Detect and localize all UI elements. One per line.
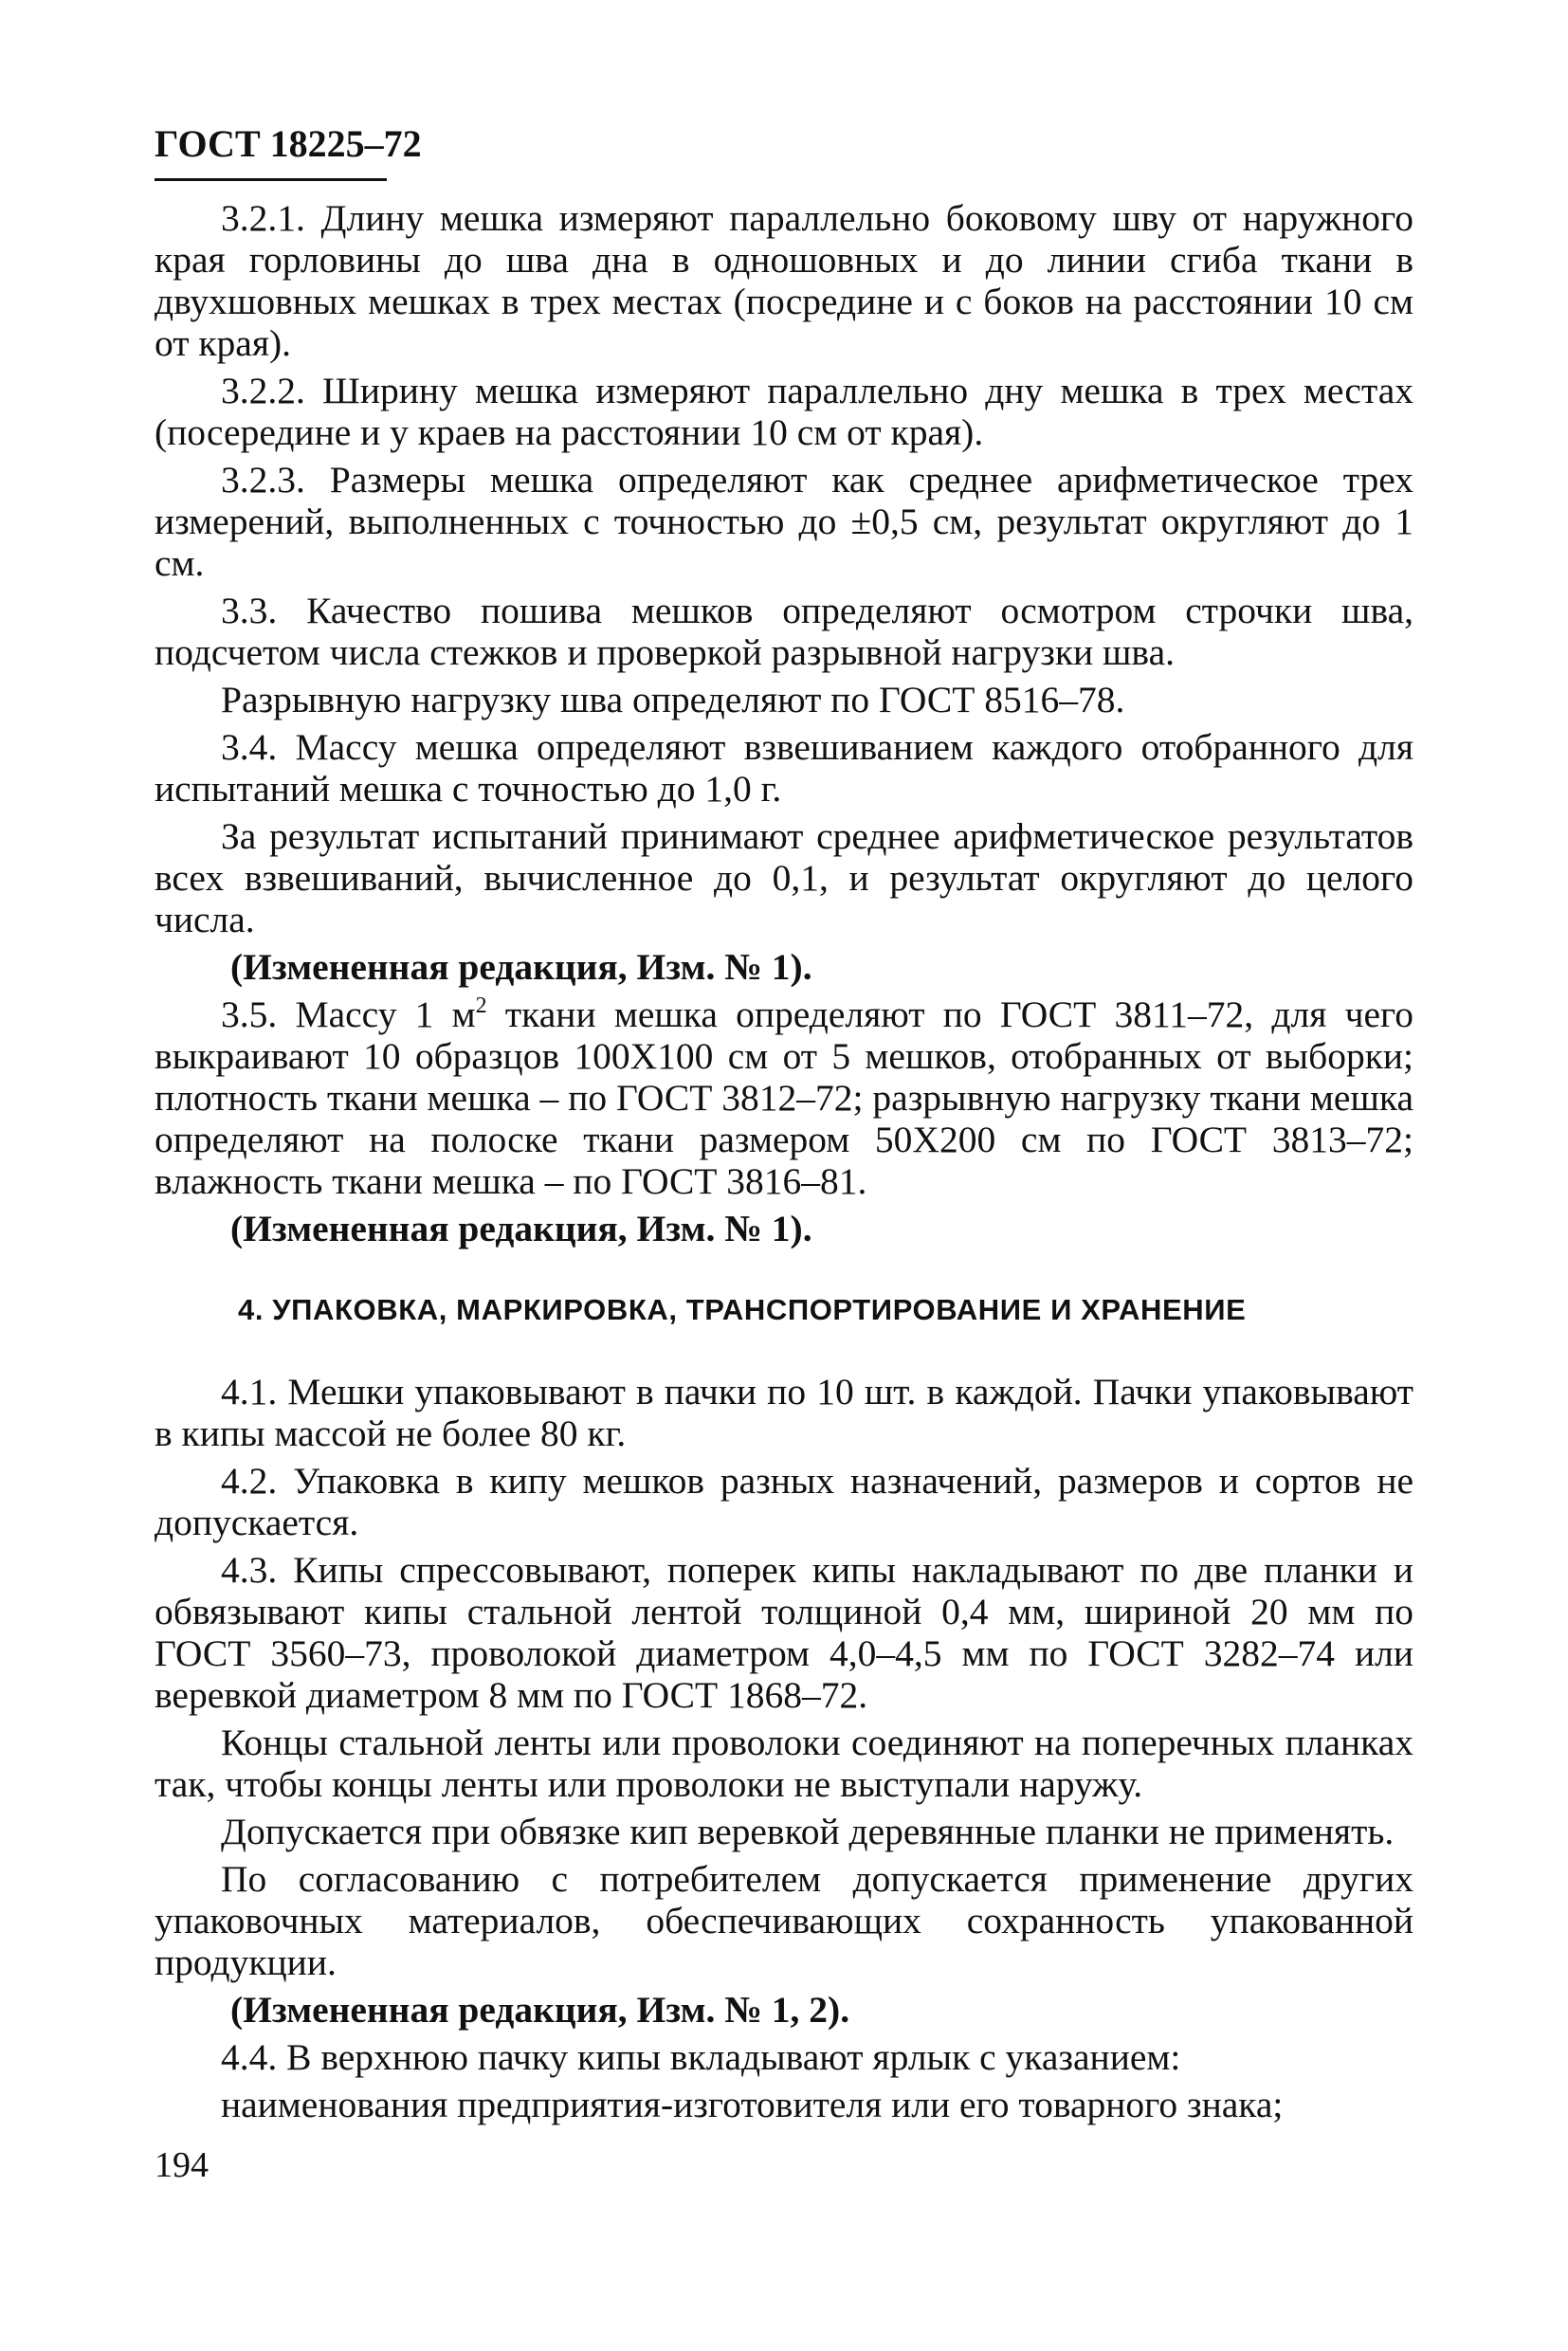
paragraph-3-2-2: 3.2.2. Ширину мешка измеряют параллельно дну мешка в трех местах (посередине и у краев на расстоянии 10 см от края).: [155, 370, 1413, 453]
paragraph-3-5: [155, 993, 1413, 1202]
paragraph-seam-load: Разрывную нагрузку шва определяют по ГОСТ 8516–78.: [221, 679, 1125, 720]
amendment-note: (Измененная редакция, Изм. № 1).: [230, 1208, 812, 1249]
amendment-note: (Измененная редакция, Изм. № 1, 2).: [230, 1989, 850, 2031]
paragraph-other-materials: По согласованию с потребителем допускается применение других упаковочных материалов, обеспечивающих сохранность упакованной продукции.: [155, 1858, 1413, 1983]
paragraph-3-2-1: 3.2.1. Длину мешка измеряют параллельно боковому шву от наружного края горловины до шва дна в одношовных и до линии сгиба ткани в двухшовных мешках в трех местах (посредине и с боков на расстоянии 10 см от края).: [155, 197, 1413, 364]
paragraph-test-result: За результат испытаний принимают среднее арифметическое результатов всех взвешиваний, вычисленное до 0,1, и результат округляют до целого числа.: [155, 815, 1413, 940]
header-underline: [155, 178, 387, 181]
document-header: ГОСТ 18225–72: [155, 122, 422, 165]
superscript: 2: [475, 993, 487, 1018]
paragraph-3-4: 3.4. Массу мешка определяют взвешиванием каждого отобранного для испытаний мешка с точностью до 1,0 г.: [155, 726, 1413, 810]
section-heading: 4. УПАКОВКА, МАРКИРОВКА, ТРАНСПОРТИРОВАНИЕ И ХРАНЕНИЕ: [238, 1293, 1247, 1326]
document-body: [155, 197, 1413, 2131]
paragraph-4-4: 4.4. В верхнюю пачку кипы вкладывают ярлык с указанием:: [221, 2036, 1181, 2078]
paragraph-rope-binding: Допускается при обвязке кип веревкой деревянные планки не применять.: [221, 1811, 1395, 1852]
paragraph-3-5-start: 3.5. Массу 1 м: [221, 993, 476, 1035]
paragraph-4-1: 4.1. Мешки упаковывают в пачки по 10 шт. в каждой. Пачки упаковывают в кипы массой не более 80 кг.: [155, 1371, 1413, 1454]
paragraph-label-item: наименования предприятия-изготовителя или его товарного знака;: [221, 2084, 1284, 2125]
paragraph-3-3: 3.3. Качество пошива мешков определяют осмотром строчки шва, подсчетом числа стежков и проверкой разрывной нагрузки шва.: [155, 590, 1413, 673]
paragraph-4-3: 4.3. Кипы спрессовывают, поперек кипы накладывают по две планки и обвязывают кипы стальной лентой толщиной 0,4 мм, шириной 20 мм по ГОСТ 3560–73, проволокой диаметром 4,0–4,5 мм по ГОСТ 3282–74 или веревкой диаметром 8 мм по ГОСТ 1868–72.: [155, 1549, 1413, 1716]
paragraph-3-2-3: 3.2.3. Размеры мешка определяют как среднее арифметическое трех измерений, выполненных с точностью до ±0,5 см, результат округляют до 1 см.: [155, 459, 1413, 584]
page-number: 194: [155, 2145, 209, 2185]
paragraph-4-2: 4.2. Упаковка в кипу мешков разных назначений, размеров и сортов не допускается.: [155, 1460, 1413, 1543]
amendment-note: (Измененная редакция, Изм. № 1).: [230, 946, 812, 988]
paragraph-3-5-rest: ткани мешка определяют по ГОСТ 3811–72, для чего выкраивают 10 образцов 100Х100 см от 5 мешков, отобранных от выборки; плотность ткани мешка – по ГОСТ 3812–72; разрывную нагрузку ткани мешка определяют на полоске ткани размером 50Х200 см по ГОСТ 3813–72; влажность ткани мешка – по ГОСТ 3816–81.: [155, 993, 1413, 1202]
paragraph-strap-ends: Концы стальной ленты или проволоки соединяют на поперечных планках так, чтобы концы ленты или проволоки не выступали наружу.: [155, 1722, 1413, 1805]
